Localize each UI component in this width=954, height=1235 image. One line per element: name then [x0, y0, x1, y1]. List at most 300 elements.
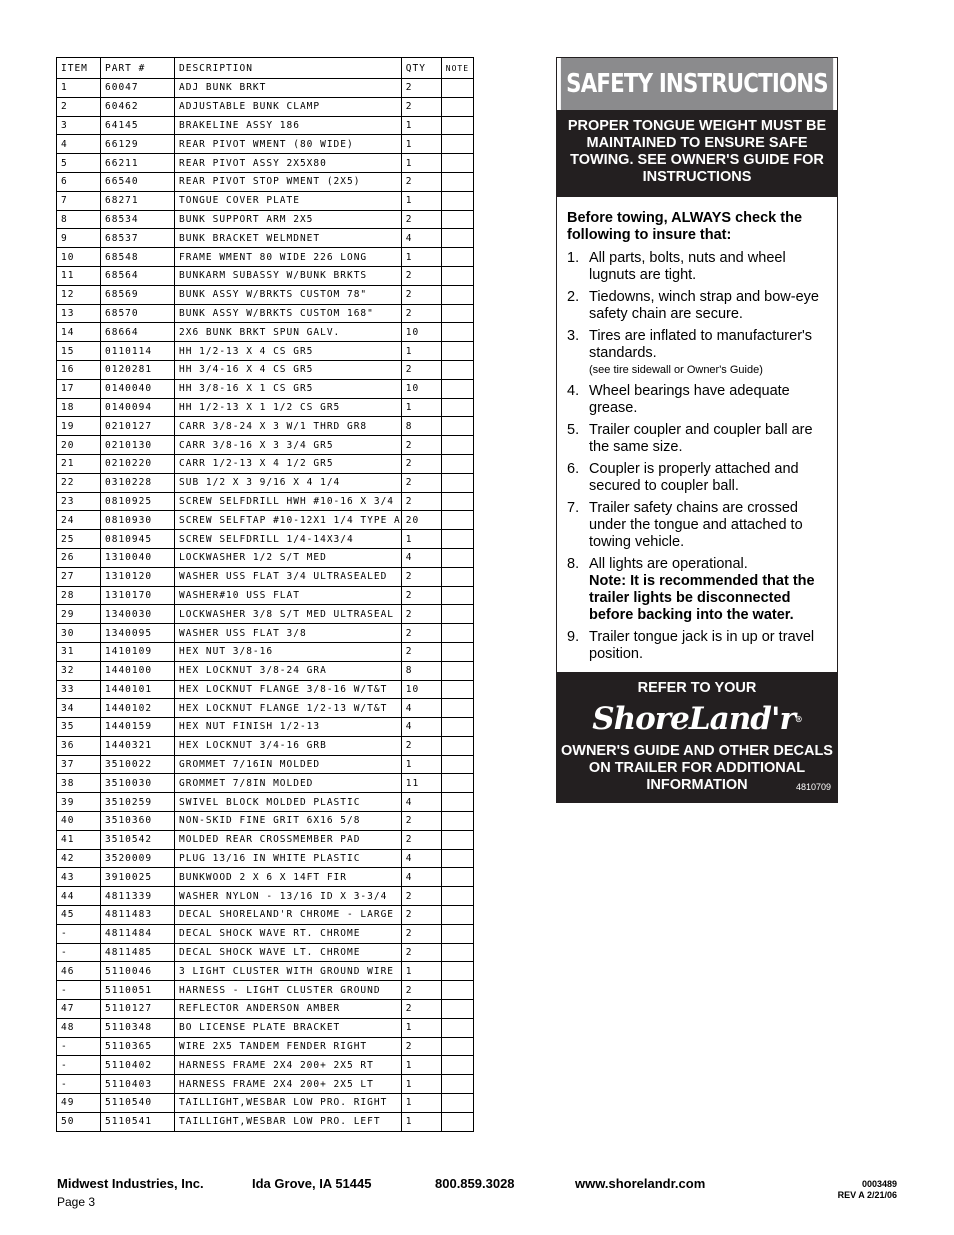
cell-note: [441, 567, 473, 586]
table-row: [57, 1018, 474, 1037]
cell-note: [441, 1094, 473, 1113]
cell-item: 15: [57, 342, 101, 361]
cell-qty: 2: [401, 642, 441, 661]
table-row: [57, 1000, 474, 1019]
cell-note: [441, 304, 473, 323]
cell-qty: 2: [401, 736, 441, 755]
cell-part-number: 3510542: [101, 830, 175, 849]
cell-qty: 20: [401, 511, 441, 530]
cell-description: HH 1/2-13 X 1 1/2 CS GR5: [175, 398, 402, 417]
cell-item: 33: [57, 680, 101, 699]
cell-note: [441, 1056, 473, 1075]
cell-note: [441, 454, 473, 473]
cell-part-number: 4811485: [101, 943, 175, 962]
cell-qty: 2: [401, 812, 441, 831]
checklist-text: All lights are operational.: [589, 556, 748, 572]
footer-website: www.shorelandr.com: [575, 1176, 706, 1191]
cell-qty: 2: [401, 924, 441, 943]
checklist-item: [567, 422, 827, 456]
cell-note: [441, 718, 473, 737]
cell-part-number: 3520009: [101, 849, 175, 868]
checklist-text: Tiedowns, winch strap and bow-eye safety chain are secure.: [589, 289, 819, 322]
safety-instructions-decal: [556, 57, 838, 803]
cell-item: 44: [57, 887, 101, 906]
cell-description: BUNK SUPPORT ARM 2X5: [175, 210, 402, 229]
cell-description: NON-SKID FINE GRIT 6X16 5/8: [175, 812, 402, 831]
cell-part-number: 1310170: [101, 586, 175, 605]
cell-note: [441, 661, 473, 680]
cell-description: HEX LOCKNUT 3/4-16 GRB: [175, 736, 402, 755]
table-row: [57, 642, 474, 661]
cell-part-number: 68664: [101, 323, 175, 342]
checklist-intro: Before towing, ALWAYS check the following to insure that:: [567, 210, 803, 243]
cell-description: LOCKWASHER 1/2 S/T MED: [175, 548, 402, 567]
cell-item: 20: [57, 436, 101, 455]
cell-part-number: 5110365: [101, 1037, 175, 1056]
cell-part-number: 0810945: [101, 530, 175, 549]
cell-note: [441, 962, 473, 981]
cell-item: 9: [57, 229, 101, 248]
cell-part-number: 1440102: [101, 699, 175, 718]
cell-qty: 2: [401, 454, 441, 473]
cell-description: CARR 1/2-13 X 4 1/2 GR5: [175, 454, 402, 473]
table-row: [57, 492, 474, 511]
cell-qty: 1: [401, 154, 441, 173]
cell-part-number: 1410109: [101, 642, 175, 661]
cell-part-number: 68271: [101, 191, 175, 210]
checklist-text: Trailer tongue jack is in up or travel position.: [589, 629, 815, 662]
cell-note: [441, 642, 473, 661]
checklist-note: Note: It is recommended that the trailer lights be disconnected before backing into the water.: [589, 573, 815, 623]
cell-qty: 11: [401, 774, 441, 793]
checklist-text: All parts, bolts, nuts and wheel lugnuts are tight.: [589, 250, 786, 283]
checklist-item: [567, 461, 827, 495]
footer-page-number: Page 3: [57, 1195, 96, 1209]
table-row: [57, 154, 474, 173]
footer-doc-number: 0003489: [861, 1179, 897, 1189]
cell-note: [441, 1018, 473, 1037]
cell-part-number: 0310228: [101, 473, 175, 492]
cell-description: HEX LOCKNUT 3/8-24 GRA: [175, 661, 402, 680]
cell-item: 2: [57, 97, 101, 116]
cell-description: BUNK ASSY W/BRKTS CUSTOM 168": [175, 304, 402, 323]
cell-qty: 2: [401, 943, 441, 962]
cell-note: [441, 755, 473, 774]
cell-item: 28: [57, 586, 101, 605]
checklist-number: 6.: [567, 461, 580, 477]
cell-description: HH 3/8-16 X 1 CS GR5: [175, 379, 402, 398]
cell-qty: 2: [401, 473, 441, 492]
cell-description: WASHER USS FLAT 3/8: [175, 624, 402, 643]
cell-description: TAILLIGHT,WESBAR LOW PRO. LEFT: [175, 1112, 402, 1131]
cell-item: 43: [57, 868, 101, 887]
cell-description: SCREW SELFTAP #10-12X1 1/4 TYPE A: [175, 511, 402, 530]
cell-item: 8: [57, 210, 101, 229]
cell-part-number: 5110541: [101, 1112, 175, 1131]
cell-description: BO LICENSE PLATE BRACKET: [175, 1018, 402, 1037]
table-row: [57, 981, 474, 1000]
cell-description: SCREW SELFDRILL HWH #10-16 X 3/4: [175, 492, 402, 511]
cell-description: HH 1/2-13 X 4 CS GR5: [175, 342, 402, 361]
cell-item: 35: [57, 718, 101, 737]
checklist-items: [567, 250, 827, 663]
cell-description: REAR PIVOT STOP WMENT (2X5): [175, 172, 402, 191]
cell-description: HARNESS FRAME 2X4 200+ 2X5 RT: [175, 1056, 402, 1075]
cell-item: 24: [57, 511, 101, 530]
cell-description: HEX NUT 3/8-16: [175, 642, 402, 661]
cell-description: WASHER NYLON - 13/16 ID X 3-3/4: [175, 887, 402, 906]
cell-note: [441, 887, 473, 906]
cell-description: SCREW SELFDRILL 1/4-14X3/4: [175, 530, 402, 549]
table-row: [57, 1037, 474, 1056]
cell-part-number: 0810930: [101, 511, 175, 530]
table-row: [57, 887, 474, 906]
cell-note: [441, 379, 473, 398]
cell-description: BRAKELINE ASSY 186: [175, 116, 402, 135]
checklist-subnote: (see tire sidewall or Owner's Guide): [589, 364, 763, 376]
cell-qty: 2: [401, 360, 441, 379]
cell-qty: 2: [401, 266, 441, 285]
cell-item: 6: [57, 172, 101, 191]
cell-item: 32: [57, 661, 101, 680]
table-row: [57, 830, 474, 849]
cell-part-number: 1440101: [101, 680, 175, 699]
cell-qty: 8: [401, 661, 441, 680]
cell-part-number: 60462: [101, 97, 175, 116]
cell-note: [441, 605, 473, 624]
cell-description: LOCKWASHER 3/8 S/T MED ULTRASEAL: [175, 605, 402, 624]
cell-description: DECAL SHOCK WAVE LT. CHROME: [175, 943, 402, 962]
checklist-text: Trailer coupler and coupler ball are the same size.: [589, 422, 813, 455]
cell-qty: 10: [401, 379, 441, 398]
cell-qty: 10: [401, 680, 441, 699]
cell-qty: 2: [401, 1000, 441, 1019]
cell-description: SWIVEL BLOCK MOLDED PLASTIC: [175, 793, 402, 812]
table-row: [57, 924, 474, 943]
cell-qty: 2: [401, 605, 441, 624]
cell-part-number: 68569: [101, 285, 175, 304]
cell-part-number: 5110051: [101, 981, 175, 1000]
safety-title: SAFETY INSTRUCTIONS: [561, 58, 833, 110]
checklist-text: Trailer safety chains are crossed under the tongue and attached to towing vehicle.: [589, 500, 803, 550]
cell-qty: 2: [401, 906, 441, 925]
table-row: [57, 379, 474, 398]
checklist-text: Tires are inflated to manufacturer's standards.: [589, 328, 813, 361]
cell-note: [441, 736, 473, 755]
table-row: [57, 97, 474, 116]
cell-qty: 1: [401, 1094, 441, 1113]
table-row: [57, 1075, 474, 1094]
cell-note: [441, 624, 473, 643]
table-row: [57, 116, 474, 135]
cell-description: GROMMET 7/16IN MOLDED: [175, 755, 402, 774]
cell-note: [441, 1000, 473, 1019]
cell-qty: 2: [401, 492, 441, 511]
cell-item: 21: [57, 454, 101, 473]
cell-qty: 2: [401, 981, 441, 1000]
cell-qty: 1: [401, 1018, 441, 1037]
cell-note: [441, 285, 473, 304]
cell-qty: 1: [401, 342, 441, 361]
cell-qty: 8: [401, 417, 441, 436]
table-row: [57, 172, 474, 191]
cell-description: FRAME WMENT 80 WIDE 226 LONG: [175, 248, 402, 267]
table-row: [57, 624, 474, 643]
cell-qty: 2: [401, 586, 441, 605]
checklist-item: [567, 289, 827, 323]
header-item: ITEM: [57, 58, 101, 79]
table-row: [57, 661, 474, 680]
cell-part-number: 68548: [101, 248, 175, 267]
cell-item: 50: [57, 1112, 101, 1131]
cell-note: [441, 229, 473, 248]
cell-qty: 2: [401, 624, 441, 643]
cell-qty: 4: [401, 548, 441, 567]
table-row: [57, 323, 474, 342]
cell-part-number: 66129: [101, 135, 175, 154]
cell-item: 22: [57, 473, 101, 492]
checklist-number: 9.: [567, 629, 580, 645]
checklist-item: [567, 556, 827, 624]
cell-part-number: 5110403: [101, 1075, 175, 1094]
checklist-number: 3.: [567, 328, 580, 344]
cell-note: [441, 323, 473, 342]
cell-description: BUNKWOOD 2 X 6 X 14FT FIR: [175, 868, 402, 887]
cell-item: 45: [57, 906, 101, 925]
checklist-number: 8.: [567, 556, 580, 572]
table-row: [57, 248, 474, 267]
table-row: [57, 191, 474, 210]
cell-item: 11: [57, 266, 101, 285]
cell-note: [441, 548, 473, 567]
table-row: [57, 417, 474, 436]
cell-description: ADJUSTABLE BUNK CLAMP: [175, 97, 402, 116]
cell-description: HARNESS - LIGHT CLUSTER GROUND: [175, 981, 402, 1000]
table-row: [57, 943, 474, 962]
cell-description: BUNK ASSY W/BRKTS CUSTOM 78": [175, 285, 402, 304]
cell-item: -: [57, 981, 101, 1000]
cell-note: [441, 774, 473, 793]
cell-part-number: 0140094: [101, 398, 175, 417]
cell-description: BUNKARM SUBASSY W/BUNK BRKTS: [175, 266, 402, 285]
cell-description: MOLDED REAR CROSSMEMBER PAD: [175, 830, 402, 849]
cell-description: REAR PIVOT ASSY 2X5X80: [175, 154, 402, 173]
cell-note: [441, 342, 473, 361]
towing-checklist: [557, 197, 837, 663]
cell-part-number: 5110540: [101, 1094, 175, 1113]
cell-item: 18: [57, 398, 101, 417]
cell-item: 30: [57, 624, 101, 643]
cell-qty: 1: [401, 530, 441, 549]
cell-qty: 2: [401, 285, 441, 304]
cell-note: [441, 398, 473, 417]
table-row: [57, 1056, 474, 1075]
cell-qty: 2: [401, 830, 441, 849]
table-row: [57, 548, 474, 567]
cell-part-number: 0210220: [101, 454, 175, 473]
cell-item: 12: [57, 285, 101, 304]
cell-description: CARR 3/8-16 X 3 3/4 GR5: [175, 436, 402, 455]
cell-note: [441, 793, 473, 812]
checklist-item: [567, 500, 827, 551]
table-row: [57, 530, 474, 549]
footer-city: Ida Grove, IA 51445: [252, 1176, 372, 1191]
checklist-number: 7.: [567, 500, 580, 516]
cell-qty: 1: [401, 962, 441, 981]
table-row: [57, 360, 474, 379]
cell-qty: 2: [401, 97, 441, 116]
cell-note: [441, 79, 473, 98]
checklist-text: Coupler is properly attached and secured to coupler ball.: [589, 461, 799, 494]
cell-qty: 1: [401, 191, 441, 210]
table-row: [57, 868, 474, 887]
cell-description: ADJ BUNK BRKT: [175, 79, 402, 98]
table-row: [57, 793, 474, 812]
brand-name: ShoreLand'r: [592, 701, 795, 737]
cell-note: [441, 360, 473, 379]
cell-note: [441, 943, 473, 962]
table-row: [57, 755, 474, 774]
cell-part-number: 1440321: [101, 736, 175, 755]
cell-item: 19: [57, 417, 101, 436]
cell-part-number: 5110127: [101, 1000, 175, 1019]
cell-part-number: 68570: [101, 304, 175, 323]
cell-description: HARNESS FRAME 2X4 200+ 2X5 LT: [175, 1075, 402, 1094]
cell-item: 27: [57, 567, 101, 586]
table-row: [57, 699, 474, 718]
table-row: [57, 680, 474, 699]
refer-top-text: REFER TO YOUR: [637, 680, 757, 696]
cell-note: [441, 849, 473, 868]
cell-note: [441, 248, 473, 267]
checklist-text: Wheel bearings have adequate grease.: [589, 383, 790, 416]
table-row: [57, 849, 474, 868]
table-row: [57, 812, 474, 831]
cell-description: REFLECTOR ANDERSON AMBER: [175, 1000, 402, 1019]
cell-item: 40: [57, 812, 101, 831]
cell-qty: 1: [401, 1075, 441, 1094]
header-note: NOTE: [441, 58, 473, 79]
cell-qty: 1: [401, 1056, 441, 1075]
tongue-weight-warning: PROPER TONGUE WEIGHT MUST BE MAINTAINED TO ENSURE SAFE TOWING. SEE OWNER'S GUIDE FOR INSTRUCTIONS: [557, 110, 837, 197]
cell-note: [441, 1037, 473, 1056]
cell-qty: 1: [401, 116, 441, 135]
cell-item: 5: [57, 154, 101, 173]
cell-qty: 2: [401, 1037, 441, 1056]
cell-part-number: 3910025: [101, 868, 175, 887]
table-row: [57, 266, 474, 285]
table-row: [57, 454, 474, 473]
cell-note: [441, 436, 473, 455]
cell-note: [441, 191, 473, 210]
shorelandr-logo: [557, 699, 837, 739]
cell-qty: 10: [401, 323, 441, 342]
cell-qty: 2: [401, 436, 441, 455]
cell-description: HEX LOCKNUT FLANGE 3/8-16 W/T&T: [175, 680, 402, 699]
cell-part-number: 0140040: [101, 379, 175, 398]
table-row: [57, 567, 474, 586]
table-row: [57, 79, 474, 98]
cell-note: [441, 680, 473, 699]
cell-part-number: 1340095: [101, 624, 175, 643]
cell-description: SUB 1/2 X 3 9/16 X 4 1/4: [175, 473, 402, 492]
cell-description: HH 3/4-16 X 4 CS GR5: [175, 360, 402, 379]
table-row: [57, 229, 474, 248]
cell-description: TONGUE COVER PLATE: [175, 191, 402, 210]
refer-bottom-text: OWNER'S GUIDE AND OTHER DECALS ON TRAILER FOR ADDITIONAL INFORMATION: [561, 743, 833, 793]
cell-note: [441, 210, 473, 229]
cell-note: [441, 830, 473, 849]
cell-part-number: 3510030: [101, 774, 175, 793]
cell-note: [441, 154, 473, 173]
footer-company: Midwest Industries, Inc.: [57, 1176, 204, 1191]
table-row: [57, 906, 474, 925]
cell-qty: 1: [401, 398, 441, 417]
cell-description: WASHER USS FLAT 3/4 ULTRASEALED: [175, 567, 402, 586]
registered-mark: ®: [794, 714, 802, 724]
cell-qty: 4: [401, 793, 441, 812]
cell-part-number: 66211: [101, 154, 175, 173]
cell-qty: 2: [401, 79, 441, 98]
cell-item: 38: [57, 774, 101, 793]
table-row: [57, 1094, 474, 1113]
checklist-number: 5.: [567, 422, 580, 438]
footer-phone: 800.859.3028: [435, 1176, 515, 1191]
cell-qty: 2: [401, 887, 441, 906]
table-row: [57, 736, 474, 755]
cell-qty: 2: [401, 210, 441, 229]
cell-note: [441, 812, 473, 831]
checklist-number: 1.: [567, 250, 580, 266]
cell-part-number: 0210127: [101, 417, 175, 436]
table-row: [57, 605, 474, 624]
cell-note: [441, 492, 473, 511]
cell-item: -: [57, 1075, 101, 1094]
cell-description: 2X6 BUNK BRKT SPUN GALV.: [175, 323, 402, 342]
cell-note: [441, 116, 473, 135]
cell-item: 31: [57, 642, 101, 661]
cell-item: 41: [57, 830, 101, 849]
cell-item: 16: [57, 360, 101, 379]
cell-part-number: 3510360: [101, 812, 175, 831]
table-row: [57, 210, 474, 229]
cell-qty: 4: [401, 699, 441, 718]
cell-note: [441, 924, 473, 943]
cell-note: [441, 135, 473, 154]
cell-part-number: 68534: [101, 210, 175, 229]
cell-part-number: 4811483: [101, 906, 175, 925]
cell-part-number: 1310120: [101, 567, 175, 586]
cell-note: [441, 868, 473, 887]
table-row: [57, 135, 474, 154]
cell-item: 1: [57, 79, 101, 98]
cell-description: WASHER#10 USS FLAT: [175, 586, 402, 605]
cell-part-number: 3510022: [101, 755, 175, 774]
footer-revision: REV A 2/21/06: [837, 1190, 897, 1200]
cell-note: [441, 473, 473, 492]
checklist-item: [567, 328, 827, 378]
table-row: [57, 285, 474, 304]
cell-note: [441, 1112, 473, 1131]
cell-description: REAR PIVOT WMENT (80 WIDE): [175, 135, 402, 154]
cell-qty: 1: [401, 135, 441, 154]
cell-item: 25: [57, 530, 101, 549]
cell-part-number: 5110402: [101, 1056, 175, 1075]
cell-item: 48: [57, 1018, 101, 1037]
cell-item: 14: [57, 323, 101, 342]
cell-item: 42: [57, 849, 101, 868]
cell-item: -: [57, 1056, 101, 1075]
